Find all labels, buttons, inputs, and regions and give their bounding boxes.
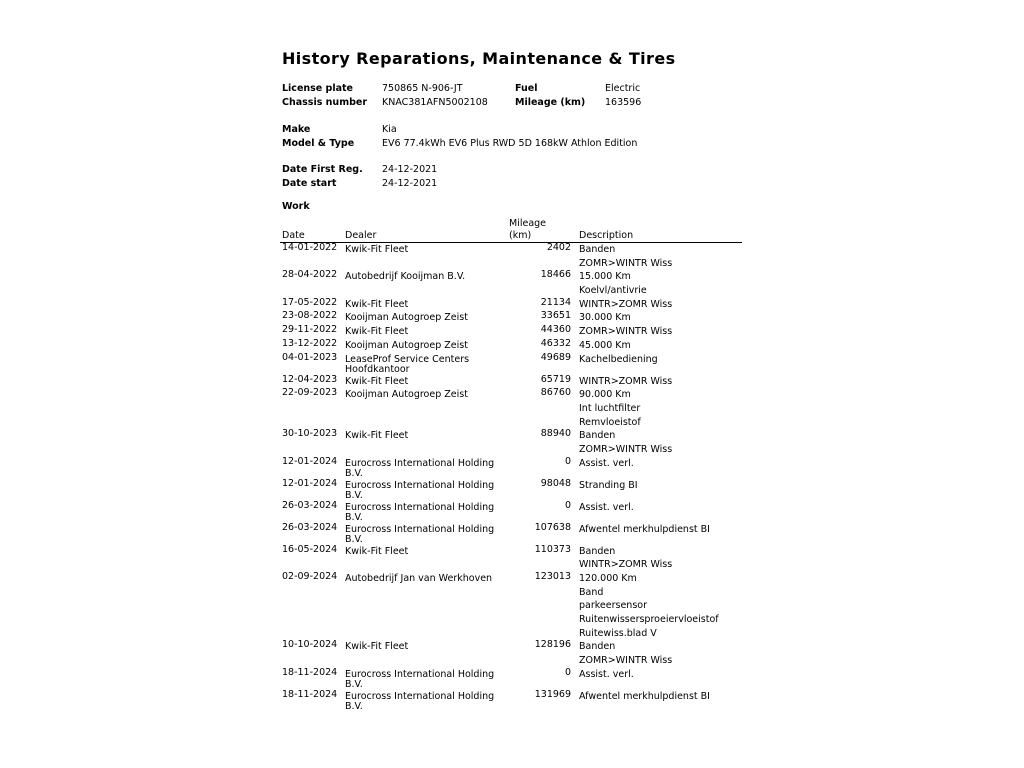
work-description (573, 668, 742, 690)
work-description (573, 457, 742, 479)
table-row (280, 243, 742, 271)
work-dealer: Eurocross International Holding B.V. (345, 523, 495, 545)
work-description (573, 353, 742, 375)
work-description (573, 375, 742, 389)
work-dealer: Autobedrijf Kooijman B.V. (345, 271, 466, 283)
work-description (573, 479, 742, 501)
work-date: 12-04-2023 (282, 373, 338, 385)
description-line: Stranding BI (579, 479, 638, 491)
work-dealer: Autobedrijf Jan van Werkhoven (345, 573, 493, 584)
description-line: parkeersensor (579, 600, 647, 612)
description-line: Kachelbediening (579, 353, 658, 365)
work-mileage: 46332 (540, 337, 571, 349)
work-date: 22-09-2023 (282, 387, 338, 399)
work-description (573, 270, 742, 297)
work-section-heading: Work (282, 201, 310, 212)
chassis-value: KNAC381AFN5002108 (382, 96, 488, 108)
page-title: History Reparations, Maintenance & Tires (282, 49, 676, 68)
model-label: Model & Type (282, 137, 355, 149)
work-mileage: 0 (564, 499, 571, 511)
work-mileage: 123013 (534, 571, 571, 582)
work-dealer: Kwik-Fit Fleet (345, 641, 409, 653)
work-date: 28-04-2022 (282, 269, 338, 281)
table-row (280, 339, 742, 353)
work-description (573, 523, 742, 545)
work-date: 13-12-2022 (282, 337, 338, 349)
work-dealer: Eurocross International Holding B.V. (345, 479, 495, 501)
work-dealer: Kwik-Fit Fleet (345, 545, 409, 557)
table-row (280, 668, 742, 690)
work-mileage: 33651 (540, 310, 571, 322)
description-line: Afwentel merkhulpdienst BI (579, 523, 710, 535)
fuel-label: Fuel (515, 83, 538, 94)
work-mileage: 0 (564, 666, 571, 678)
table-row (280, 270, 742, 297)
license-plate-value: 750865 N-906-JT (382, 83, 463, 94)
work-date: 18-11-2024 (282, 688, 338, 700)
work-description (573, 311, 742, 325)
description-line: Banden (579, 545, 616, 557)
mileage-value: 163596 (605, 96, 642, 108)
work-mileage: 110373 (534, 543, 571, 555)
work-mileage: 65719 (540, 373, 571, 385)
work-description (573, 640, 742, 667)
description-line: Assist. verl. (579, 668, 634, 680)
description-line: Banden (579, 244, 616, 255)
description-line: WINTR>ZOMR Wiss (579, 375, 673, 387)
description-line: 30.000 Km (579, 312, 631, 324)
work-description (573, 429, 742, 456)
work-date: 26-03-2024 (282, 521, 338, 533)
description-line: Afwentel merkhulpdienst BI (579, 690, 710, 702)
work-description (573, 572, 742, 640)
make-label: Make (282, 124, 311, 135)
column-header-date: Date (280, 217, 343, 243)
work-description (573, 243, 742, 271)
work-dealer: Kwik-Fit Fleet (345, 244, 409, 255)
work-date: 12-01-2024 (282, 477, 338, 489)
table-row (280, 375, 742, 389)
model-value: EV6 77.4kWh EV6 Plus RWD 5D 168kW Athlon Edition (382, 137, 638, 149)
table-row (280, 640, 742, 667)
work-date: 02-09-2024 (282, 571, 338, 582)
description-line: Int luchtfilter (579, 402, 641, 414)
work-description (573, 388, 742, 429)
description-line: Band (579, 586, 604, 598)
work-description (573, 325, 742, 339)
license-plate-label: License plate (282, 83, 354, 94)
work-date: 16-05-2024 (282, 543, 338, 555)
description-line: ZOMR>WINTR Wiss (579, 655, 673, 667)
description-line: 15.000 Km (579, 271, 631, 283)
table-header-row (280, 217, 742, 243)
work-dealer: Eurocross International Holding B.V. (345, 501, 495, 523)
table-row (280, 325, 742, 339)
work-date: 30-10-2023 (282, 428, 338, 440)
work-mileage: 2402 (546, 242, 571, 253)
first-reg-label: Date First Reg. (282, 164, 363, 175)
work-dealer: Eurocross International Holding B.V. (345, 690, 495, 712)
work-date: 26-03-2024 (282, 499, 338, 511)
work-dealer: Kwik-Fit Fleet (345, 326, 409, 338)
description-line: Banden (579, 430, 616, 442)
work-dealer: Kwik-Fit Fleet (345, 298, 409, 310)
description-line: Koelvl/antivrie (579, 285, 647, 297)
description-line: 120.000 Km (579, 573, 637, 584)
work-mileage: 86760 (540, 387, 571, 399)
work-description (573, 298, 742, 312)
description-line: Remvloeistof (579, 416, 641, 428)
work-dealer: Kwik-Fit Fleet (345, 375, 409, 387)
work-dealer: Kooijman Autogroep Zeist (345, 389, 468, 401)
table-row (280, 429, 742, 456)
work-date: 12-01-2024 (282, 455, 338, 467)
work-history-table (280, 217, 742, 712)
work-mileage: 107638 (534, 521, 571, 533)
work-description (573, 545, 742, 572)
date-start-label: Date start (282, 177, 337, 189)
table-row (280, 690, 742, 712)
work-mileage: 18466 (540, 269, 571, 281)
table-row (280, 298, 742, 312)
fuel-value: Electric (605, 83, 641, 94)
table-row (280, 545, 742, 572)
table-row (280, 523, 742, 545)
work-mileage: 131969 (534, 688, 571, 700)
description-line: ZOMR>WINTR Wiss (579, 326, 673, 338)
table-row (280, 572, 742, 640)
work-description (573, 690, 742, 712)
work-date: 14-01-2022 (282, 242, 338, 253)
description-line: ZOMR>WINTR Wiss (579, 443, 673, 455)
work-dealer: Kwik-Fit Fleet (345, 430, 409, 442)
mileage-label: Mileage (km) (515, 96, 586, 108)
work-mileage: 21134 (540, 296, 571, 308)
description-line: Assist. verl. (579, 501, 634, 513)
description-line: WINTR>ZOMR Wiss (579, 559, 673, 571)
description-line: 90.000 Km (579, 389, 631, 401)
work-mileage: 0 (564, 455, 571, 467)
work-dealer: Kooijman Autogroep Zeist (345, 339, 468, 351)
description-line: Banden (579, 641, 616, 653)
work-table-body (280, 243, 742, 712)
column-header-description: Description (573, 217, 742, 243)
table-row (280, 457, 742, 479)
work-mileage: 128196 (534, 639, 571, 651)
work-mileage: 49689 (540, 351, 571, 363)
description-line: ZOMR>WINTR Wiss (579, 257, 673, 269)
work-date: 04-01-2023 (282, 351, 338, 363)
work-date: 10-10-2024 (282, 639, 338, 651)
column-header-dealer: Dealer (343, 217, 503, 243)
table-row (280, 501, 742, 523)
table-row (280, 388, 742, 429)
work-date: 29-11-2022 (282, 324, 338, 336)
work-dealer: Eurocross International Holding B.V. (345, 668, 495, 690)
work-mileage: 98048 (540, 477, 571, 489)
table-row (280, 479, 742, 501)
description-line: Ruitewiss.blad V (579, 627, 657, 639)
make-value: Kia (382, 124, 397, 135)
description-line: 45.000 Km (579, 339, 631, 351)
description-line: WINTR>ZOMR Wiss (579, 298, 673, 310)
date-start-value: 24-12-2021 (382, 177, 438, 189)
work-mileage: 44360 (540, 324, 571, 336)
work-description (573, 339, 742, 353)
work-dealer: Eurocross International Holding B.V. (345, 457, 495, 479)
description-line: Ruitenwissersproeiervloeistof (579, 614, 719, 626)
work-date: 23-08-2022 (282, 310, 338, 322)
column-header-mileage: Mileage (km) (507, 217, 573, 243)
work-dealer: LeaseProf Service Centers Hoofdkantoor (345, 353, 470, 375)
first-reg-value: 24-12-2021 (382, 164, 438, 175)
description-line: Assist. verl. (579, 457, 634, 469)
table-row (280, 311, 742, 325)
chassis-label: Chassis number (282, 96, 368, 108)
table-row (280, 353, 742, 375)
work-description (573, 501, 742, 523)
work-date: 17-05-2022 (282, 296, 338, 308)
work-mileage: 88940 (540, 428, 571, 440)
work-date: 18-11-2024 (282, 666, 338, 678)
document (282, 48, 744, 712)
work-dealer: Kooijman Autogroep Zeist (345, 312, 468, 324)
